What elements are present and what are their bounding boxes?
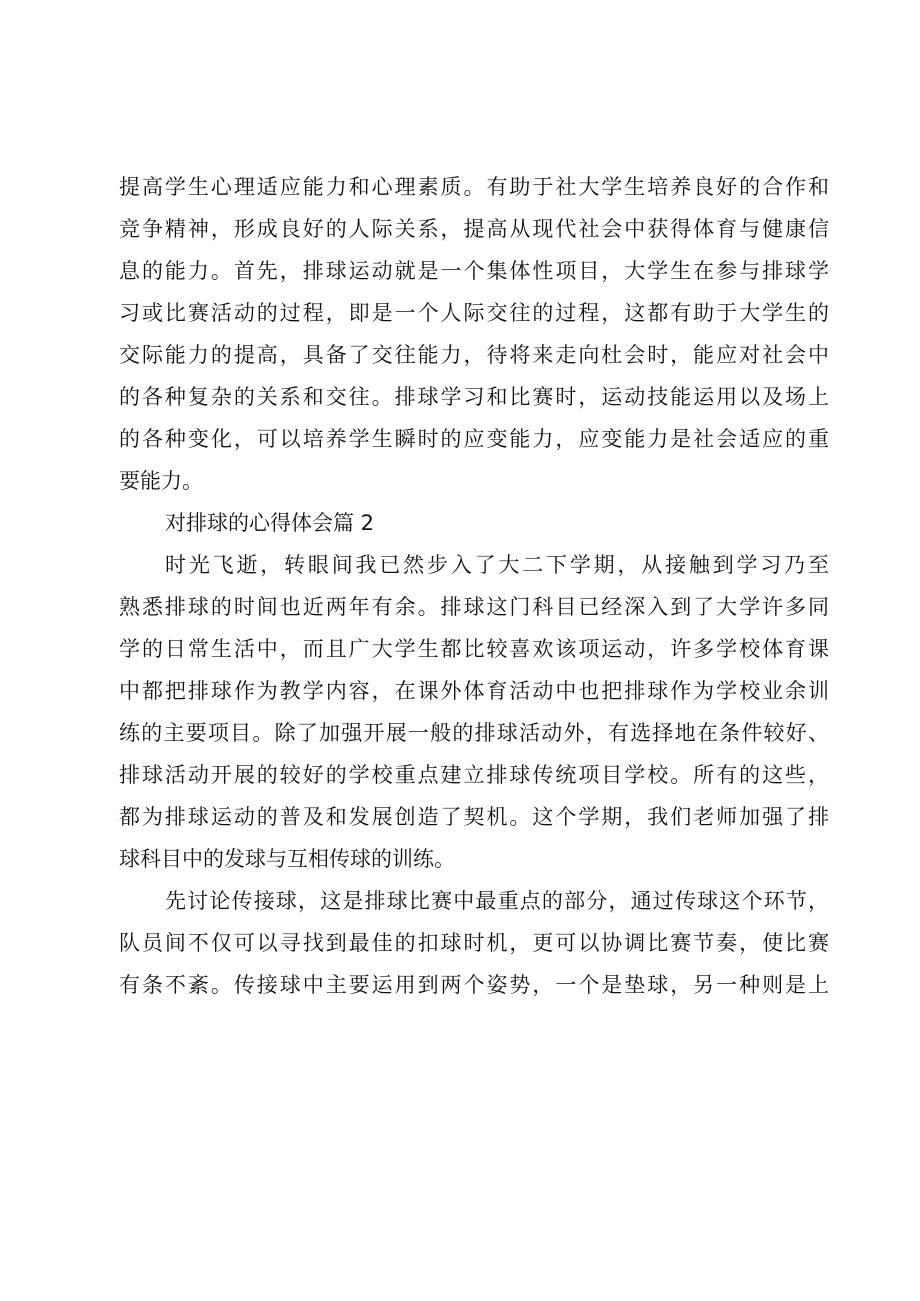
paragraph-passing bbox=[119, 880, 829, 1006]
text-line: 提高学生心理适应能力和心理素质。有助于社大学生培养良好的合作和 bbox=[119, 175, 829, 199]
text-line: 球科目中的发球与互相传球的训练。 bbox=[119, 847, 455, 871]
text-line: 时光飞逝，转眼间我已然步入了大二下学期，从接触到学习乃至 bbox=[165, 553, 829, 577]
text-line: 的各种复杂的关系和交往。排球学习和比赛时，运动技能运用以及场上 bbox=[119, 385, 829, 409]
text-line: 交际能力的提高，具备了交往能力，待将来走向杜会时，能应对社会中 bbox=[119, 343, 829, 367]
section-heading-text: 对排球的心得体会篇 2 bbox=[165, 511, 375, 535]
text-line: 竞争精神，形成良好的人际关系，提高从现代社会中获得体育与健康信 bbox=[119, 217, 829, 241]
paragraph-social-adaptation bbox=[119, 166, 829, 502]
text-line: 习或比赛活动的过程，即是一个人际交往的过程，这都有助于大学生的 bbox=[119, 301, 829, 325]
text-line: 练的主要项目。除了加强开展一般的排球活动外，有选择地在条件较好、 bbox=[119, 721, 829, 745]
text-line: 的各种变化，可以培养学生瞬时的应变能力，应变能力是社会适应的重 bbox=[119, 427, 829, 451]
text-line: 要能力。 bbox=[119, 469, 203, 493]
text-line: 熟悉排球的时间也近两年有余。排球这门科目已经深入到了大学许多同 bbox=[119, 595, 829, 619]
text-line: 有条不紊。传接球中主要运用到两个姿势，一个是垫球，另一种则是上 bbox=[119, 973, 829, 997]
document-body bbox=[119, 166, 829, 1006]
text-line: 队员间不仅可以寻找到最佳的扣球时机，更可以协调比赛节奏，使比赛 bbox=[119, 931, 829, 955]
section-heading bbox=[119, 502, 829, 544]
paragraph-sophomore-year bbox=[119, 544, 829, 880]
text-line: 都为排球运动的普及和发展创造了契机。这个学期，我们老师加强了排 bbox=[119, 805, 829, 829]
text-line: 先讨论传接球，这是排球比赛中最重点的部分，通过传球这个环节， bbox=[165, 889, 829, 913]
text-line: 中都把排球作为教学内容，在课外体育活动中也把排球作为学校业余训 bbox=[119, 679, 829, 703]
text-line: 学的日常生活中，而且广大学生都比较喜欢该项运动，许多学校体育课 bbox=[119, 637, 829, 661]
text-line: 排球活动开展的较好的学校重点建立排球传统项目学校。所有的这些， bbox=[119, 763, 829, 787]
text-line: 息的能力。首先，排球运动就是一个集体性项目，大学生在参与排球学 bbox=[119, 259, 829, 283]
